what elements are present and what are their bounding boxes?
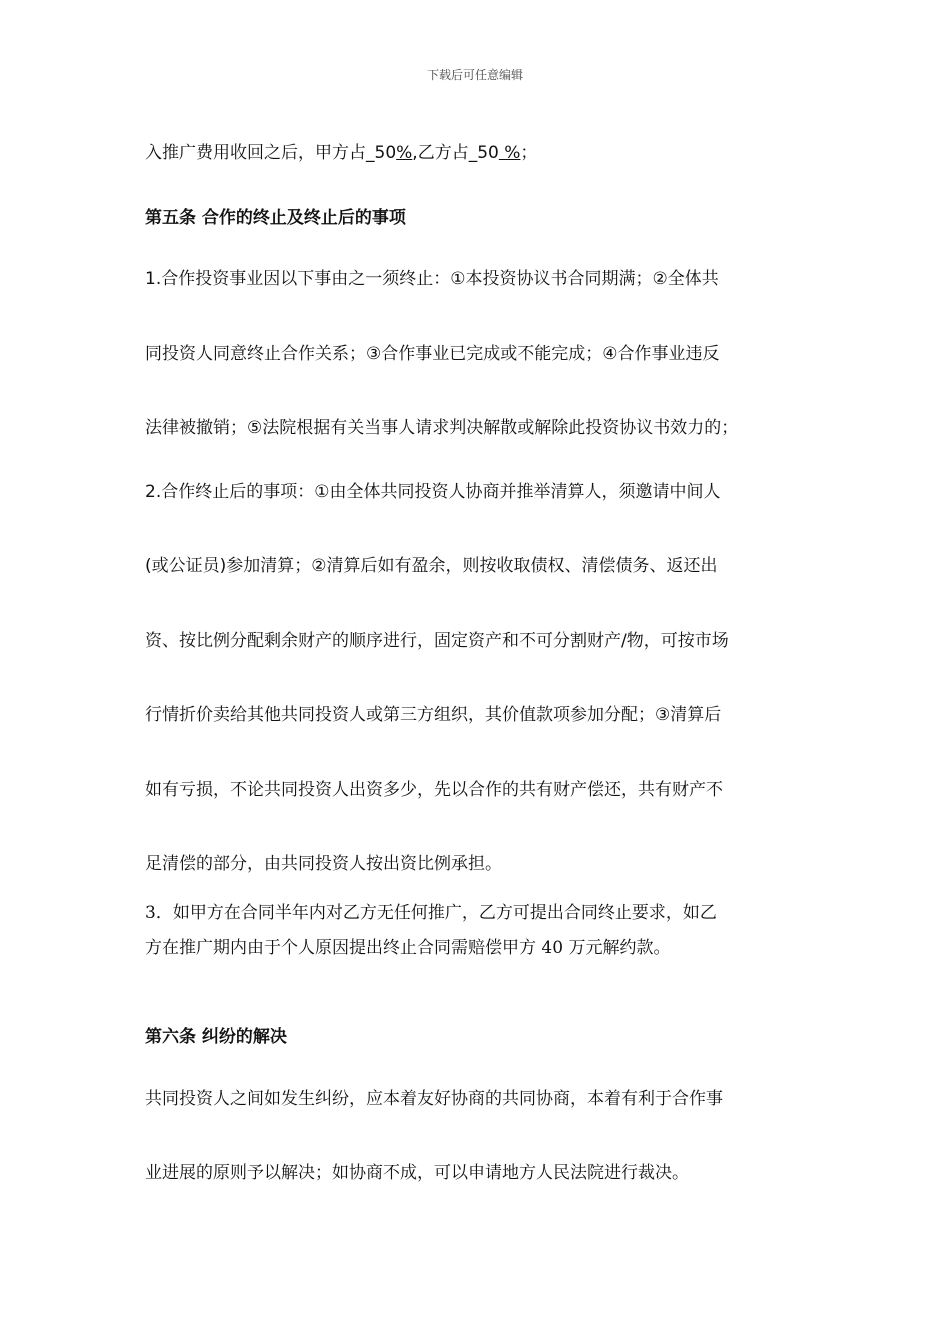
article-5-line: 资、按比例分配剩余财产的顺序进行，固定资产和不可分割财产/物，可按市场 <box>145 631 729 651</box>
underlined-percent: % <box>396 143 413 163</box>
article-6-line: 共同投资人之间如发生纠纷，应本着友好协商的共同协商，本着有利于合作事 <box>145 1089 723 1109</box>
page-header: 下载后可任意编辑 <box>426 68 523 82</box>
article-5-line: (或公证员)参加清算；②清算后如有盈余，则按收取债权、清偿债务、返还出 <box>145 556 718 576</box>
article-6-title: 第六条 纠纷的解决 <box>145 1027 287 1047</box>
article-5-line: 法律被撤销；⑤法院根据有关当事人请求判决解散或解除此投资协议书效力的； <box>145 418 739 438</box>
article-5-line: 行情折价卖给其他共同投资人或第三方组织，其价值款项参加分配；③清算后 <box>145 705 722 725</box>
article-5-line: 足清偿的部分，由共同投资人按出资比例承担。 <box>145 854 502 874</box>
underlined-percent: % <box>498 143 521 163</box>
text-run: ； <box>520 143 538 163</box>
article-5-line: 同投资人同意终止合作关系；③合作事业已完成或不能完成；④合作事业违反 <box>145 344 720 364</box>
article-5-title: 第五条 合作的终止及终止后的事项 <box>145 208 406 228</box>
text-run: 收回之后，甲方占_50 <box>230 143 397 163</box>
article-5-line: 如有亏损，不论共同投资人出资多少，先以合作的共有财产偿还，共有财产不 <box>145 780 723 800</box>
article-6-line: 业进展的原则予以解决；如协商不成，可以申请地方人民法院进行裁决。 <box>145 1163 689 1183</box>
text-run: 入推广费用 <box>145 143 230 163</box>
article-5-clause-3: 3．如甲方在合同半年内对乙方无任何推广，乙方可提出合同终止要求，如乙 <box>145 903 717 923</box>
text-run: ,乙方占_50 <box>412 143 499 163</box>
paragraph-line <box>145 138 537 163</box>
article-5-line: 1.合作投资事业因以下事由之一须终止：①本投资协议书合同期满；②全体共 <box>145 269 719 289</box>
article-5-clause-3: 方在推广期内由于个人原因提出终止合同需赔偿甲方 40 万元解约款。 <box>145 938 671 958</box>
article-5-line: 2.合作终止后的事项：①由全体共同投资人协商并推举清算人，须邀请中间人 <box>145 482 721 502</box>
